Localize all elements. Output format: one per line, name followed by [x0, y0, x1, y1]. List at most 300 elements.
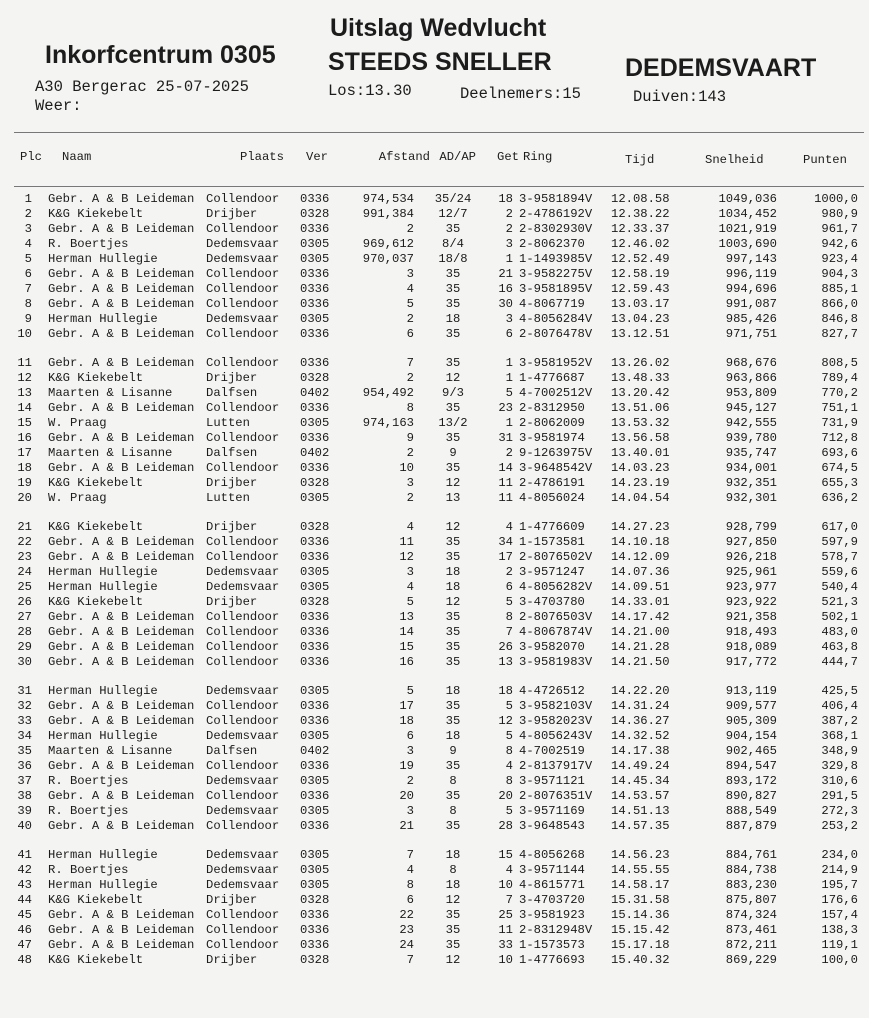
cell-ring: 2-8076351V: [519, 789, 593, 803]
cell-snelheid: 923,922: [725, 595, 777, 609]
cell-afstand: 16: [399, 655, 414, 669]
cell-naam: Gebr. A & B Leideman: [48, 640, 195, 654]
cell-adap: 8: [449, 804, 457, 818]
cell-plaats: Collendoor: [206, 923, 280, 937]
cell-naam: Gebr. A & B Leideman: [48, 714, 195, 728]
cell-plc: 31: [17, 684, 32, 698]
cell-ring: 4-8615771: [519, 878, 585, 892]
cell-punten: 100,0: [821, 953, 858, 967]
cell-snelheid: 1021,919: [718, 222, 777, 236]
cell-tijd: 15.40.32: [611, 953, 670, 967]
cell-naam: Gebr. A & B Leideman: [48, 535, 195, 549]
cell-snelheid: 994,696: [725, 282, 777, 296]
cell-ver: 0328: [300, 371, 330, 385]
cell-snelheid: 875,807: [725, 893, 777, 907]
cell-get: 5: [505, 386, 513, 400]
cell-get: 7: [505, 893, 513, 907]
table-row: [14, 401, 866, 416]
cell-adap: 35: [445, 401, 461, 415]
cell-ver: 0305: [300, 237, 330, 251]
cell-plc: 27: [17, 610, 32, 624]
cell-snelheid: 890,827: [725, 789, 777, 803]
release-time: Los:13.30: [328, 82, 412, 100]
cell-plc: 1: [24, 192, 32, 206]
cell-ver: 0336: [300, 535, 330, 549]
cell-plaats: Dedemsvaar: [206, 565, 280, 579]
cell-punten: 789,4: [821, 371, 858, 385]
cell-afstand: 19: [399, 759, 414, 773]
cell-afstand: 14: [399, 625, 414, 639]
cell-tijd: 13.26.02: [611, 356, 670, 370]
cell-naam: Gebr. A & B Leideman: [48, 625, 195, 639]
cell-ring: 4-4726512: [519, 684, 585, 698]
cell-adap: 12/7: [438, 207, 468, 221]
cell-snelheid: 996,119: [725, 267, 777, 281]
table-row: [14, 863, 866, 878]
cell-plaats: Dedemsvaar: [206, 729, 280, 743]
cell-punten: 885,1: [821, 282, 858, 296]
cell-adap: 35: [445, 819, 461, 833]
cell-get: 18: [498, 684, 513, 698]
cell-punten: 980,9: [821, 207, 858, 221]
cell-plc: 34: [17, 729, 32, 743]
cell-tijd: 13.04.23: [611, 312, 670, 326]
cell-snelheid: 997,143: [725, 252, 777, 266]
cell-snelheid: 884,761: [725, 848, 777, 862]
table-row: [14, 640, 866, 655]
cell-adap: 12: [445, 476, 461, 490]
cell-plaats: Collendoor: [206, 327, 280, 341]
cell-adap: 8: [449, 774, 457, 788]
cell-tijd: 15.31.58: [611, 893, 670, 907]
cell-ring: 1-1573573: [519, 938, 585, 952]
cell-ver: 0305: [300, 848, 330, 862]
cell-plc: 42: [17, 863, 32, 877]
cell-tijd: 14.36.27: [611, 714, 670, 728]
cell-naam: Gebr. A & B Leideman: [48, 297, 195, 311]
cell-ring: 9-1263975V: [519, 446, 593, 460]
cell-ver: 0305: [300, 252, 330, 266]
cell-punten: 942,6: [821, 237, 858, 251]
cell-plaats: Collendoor: [206, 714, 280, 728]
cell-adap: 35: [445, 789, 461, 803]
cell-plaats: Collendoor: [206, 759, 280, 773]
table-row: [14, 699, 866, 714]
cell-plaats: Dedemsvaar: [206, 804, 280, 818]
race-info: A30 Bergerac 25-07-2025: [35, 78, 249, 96]
cell-naam: Gebr. A & B Leideman: [48, 699, 195, 713]
cell-ring: 3-9571121: [519, 774, 585, 788]
cell-plaats: Dedemsvaar: [206, 580, 280, 594]
cell-plaats: Dedemsvaar: [206, 878, 280, 892]
cell-get: 14: [498, 461, 513, 475]
cell-plc: 21: [17, 520, 32, 534]
cell-plc: 24: [17, 565, 32, 579]
cell-naam: Herman Hullegie: [48, 878, 158, 892]
cell-plc: 4: [24, 237, 32, 251]
cell-snelheid: 918,493: [725, 625, 777, 639]
cell-naam: Gebr. A & B Leideman: [48, 819, 195, 833]
cell-adap: 35: [445, 625, 461, 639]
cell-punten: 425,5: [821, 684, 858, 698]
cell-adap: 8: [449, 863, 457, 877]
cell-punten: 923,4: [821, 252, 858, 266]
table-row: [14, 282, 866, 297]
cell-afstand: 13: [399, 610, 414, 624]
cell-adap: 35: [445, 222, 461, 236]
cell-adap: 18: [445, 580, 461, 594]
cell-plc: 26: [17, 595, 32, 609]
cell-plc: 46: [17, 923, 32, 937]
cell-tijd: 14.17.42: [611, 610, 670, 624]
table-row: [14, 714, 866, 729]
cell-afstand: 991,384: [362, 207, 414, 221]
cell-plaats: Collendoor: [206, 356, 280, 370]
cell-get: 12: [498, 714, 513, 728]
cell-afstand: 8: [406, 878, 414, 892]
table-row: [14, 192, 866, 207]
cell-get: 4: [505, 759, 513, 773]
cell-get: 18: [498, 192, 513, 206]
col-tijd: Tijd: [625, 153, 655, 167]
cell-get: 1: [505, 252, 513, 266]
cell-plc: 2: [24, 207, 32, 221]
table-row: [14, 938, 866, 953]
cell-plaats: Collendoor: [206, 789, 280, 803]
cell-get: 13: [498, 655, 513, 669]
cell-ver: 0328: [300, 595, 330, 609]
cell-get: 10: [498, 878, 513, 892]
cell-punten: 483,0: [821, 625, 858, 639]
cell-punten: 291,5: [821, 789, 858, 803]
cell-afstand: 17: [399, 699, 414, 713]
cell-afstand: 4: [406, 580, 414, 594]
cell-adap: 18: [445, 848, 461, 862]
cell-tijd: 14.09.51: [611, 580, 670, 594]
cell-plc: 13: [17, 386, 32, 400]
cell-plaats: Lutten: [206, 416, 250, 430]
cell-afstand: 2: [406, 491, 414, 505]
cell-adap: 12: [445, 371, 461, 385]
cell-punten: 770,2: [821, 386, 858, 400]
cell-adap: 35: [445, 655, 461, 669]
cell-snelheid: 883,230: [725, 878, 777, 892]
cell-naam: Herman Hullegie: [48, 848, 158, 862]
cell-tijd: 14.03.23: [611, 461, 670, 475]
cell-punten: 808,5: [821, 356, 858, 370]
cell-adap: 35: [445, 550, 461, 564]
cell-plaats: Collendoor: [206, 461, 280, 475]
cell-afstand: 6: [406, 327, 414, 341]
cell-adap: 18: [445, 684, 461, 698]
cell-ring: 3-9582103V: [519, 699, 593, 713]
cell-naam: R. Boertjes: [48, 237, 129, 251]
cell-plc: 18: [17, 461, 32, 475]
cell-tijd: 14.21.00: [611, 625, 670, 639]
cell-afstand: 5: [406, 297, 414, 311]
cell-afstand: 7: [406, 953, 414, 967]
cell-naam: Maarten & Lisanne: [48, 386, 173, 400]
table-row: [14, 670, 866, 699]
cell-plaats: Collendoor: [206, 535, 280, 549]
participants-count: Deelnemers:15: [460, 85, 581, 103]
cell-punten: 234,0: [821, 848, 858, 862]
cell-adap: 35: [445, 461, 461, 475]
cell-ver: 0328: [300, 520, 330, 534]
cell-plaats: Collendoor: [206, 431, 280, 445]
cell-ring: 2-8062370: [519, 237, 585, 251]
cell-snelheid: 935,747: [725, 446, 777, 460]
cell-afstand: 2: [406, 774, 414, 788]
cell-get: 2: [505, 207, 513, 221]
cell-get: 5: [505, 804, 513, 818]
cell-ver: 0402: [300, 446, 330, 460]
cell-ver: 0336: [300, 356, 330, 370]
cell-tijd: 12.59.43: [611, 282, 670, 296]
cell-ring: 1-4776693: [519, 953, 585, 967]
cell-snelheid: 934,001: [725, 461, 777, 475]
table-row: [14, 386, 866, 401]
cell-tijd: 14.56.23: [611, 848, 670, 862]
cell-ver: 0336: [300, 550, 330, 564]
cell-snelheid: 925,961: [725, 565, 777, 579]
table-row: [14, 580, 866, 595]
cell-ver: 0336: [300, 192, 330, 206]
cell-get: 17: [498, 550, 513, 564]
cell-plaats: Collendoor: [206, 819, 280, 833]
table-row: [14, 804, 866, 819]
cell-ver: 0402: [300, 744, 330, 758]
cell-plaats: Collendoor: [206, 192, 280, 206]
cell-plc: 36: [17, 759, 32, 773]
table-row: [14, 893, 866, 908]
cell-ver: 0336: [300, 655, 330, 669]
cell-plc: 14: [17, 401, 32, 415]
cell-snelheid: 918,089: [725, 640, 777, 654]
cell-afstand: 3: [406, 804, 414, 818]
cell-ver: 0336: [300, 908, 330, 922]
cell-tijd: 14.33.01: [611, 595, 670, 609]
cell-punten: 214,9: [821, 863, 858, 877]
cell-ver: 0336: [300, 610, 330, 624]
cell-get: 11: [498, 923, 513, 937]
cell-afstand: 2: [406, 312, 414, 326]
cell-snelheid: 893,172: [725, 774, 777, 788]
cell-plc: 7: [24, 282, 32, 296]
cell-plaats: Drijber: [206, 893, 258, 907]
cell-adap: 35: [445, 535, 461, 549]
cell-get: 34: [498, 535, 513, 549]
cell-snelheid: 971,751: [725, 327, 777, 341]
cell-afstand: 974,163: [362, 416, 414, 430]
table-row: [14, 729, 866, 744]
cell-snelheid: 921,358: [725, 610, 777, 624]
table-row: [14, 446, 866, 461]
cell-ring: 2-8076478V: [519, 327, 593, 341]
cell-get: 1: [505, 371, 513, 385]
club-title: STEEDS SNELLER: [328, 48, 552, 76]
cell-get: 10: [498, 953, 513, 967]
cell-afstand: 5: [406, 595, 414, 609]
cell-snelheid: 985,426: [725, 312, 777, 326]
cell-get: 30: [498, 297, 513, 311]
table-row: [14, 222, 866, 237]
cell-punten: 636,2: [821, 491, 858, 505]
cell-ring: 2-4786192V: [519, 207, 593, 221]
cell-naam: Herman Hullegie: [48, 580, 158, 594]
cell-get: 8: [505, 744, 513, 758]
cell-naam: Gebr. A & B Leideman: [48, 222, 195, 236]
table-row: [14, 237, 866, 252]
cell-get: 1: [505, 356, 513, 370]
cell-afstand: 974,534: [362, 192, 414, 206]
cell-naam: Gebr. A & B Leideman: [48, 938, 195, 952]
cell-ver: 0328: [300, 207, 330, 221]
table-row: [14, 595, 866, 610]
cell-plc: 3: [24, 222, 32, 236]
cell-ring: 1-4776609: [519, 520, 585, 534]
cell-snelheid: 928,799: [725, 520, 777, 534]
col-ring: Ring: [523, 150, 553, 164]
cell-ring: 3-9648542V: [519, 461, 593, 475]
table-row: [14, 327, 866, 342]
col-get: Get: [497, 150, 519, 164]
cell-punten: 540,4: [821, 580, 858, 594]
cell-plc: 33: [17, 714, 32, 728]
cell-naam: Gebr. A & B Leideman: [48, 789, 195, 803]
cell-get: 23: [498, 401, 513, 415]
cell-plaats: Dedemsvaar: [206, 774, 280, 788]
cell-afstand: 970,037: [362, 252, 414, 266]
cell-adap: 35: [445, 714, 461, 728]
cell-tijd: 14.21.50: [611, 655, 670, 669]
cell-ver: 0305: [300, 565, 330, 579]
cell-snelheid: 905,309: [725, 714, 777, 728]
cell-punten: 751,1: [821, 401, 858, 415]
table-row: [14, 819, 866, 834]
cell-snelheid: 894,547: [725, 759, 777, 773]
cell-punten: 463,8: [821, 640, 858, 654]
cell-plc: 29: [17, 640, 32, 654]
cell-plc: 37: [17, 774, 32, 788]
cell-adap: 35: [445, 640, 461, 654]
cell-adap: 35: [445, 431, 461, 445]
cell-ver: 0336: [300, 282, 330, 296]
cell-adap: 9/3: [442, 386, 464, 400]
table-row: [14, 550, 866, 565]
cell-afstand: 7: [406, 356, 414, 370]
cell-naam: Maarten & Lisanne: [48, 744, 173, 758]
cell-plc: 45: [17, 908, 32, 922]
cell-get: 8: [505, 774, 513, 788]
cell-adap: 35: [445, 610, 461, 624]
cell-tijd: 14.51.13: [611, 804, 670, 818]
cell-plaats: Dalfsen: [206, 386, 258, 400]
cell-ver: 0328: [300, 476, 330, 490]
cell-adap: 35: [445, 759, 461, 773]
cell-punten: 597,9: [821, 535, 858, 549]
cell-tijd: 12.46.02: [611, 237, 670, 251]
cell-ring: 3-9581983V: [519, 655, 593, 669]
cell-adap: 12: [445, 953, 461, 967]
cell-naam: R. Boertjes: [48, 774, 129, 788]
cell-afstand: 4: [406, 863, 414, 877]
cell-ver: 0336: [300, 327, 330, 341]
cell-naam: K&G Kiekebelt: [48, 893, 144, 907]
table-row: [14, 506, 866, 535]
cell-tijd: 13.53.32: [611, 416, 670, 430]
table-row: [14, 312, 866, 327]
city-name: DEDEMSVAART: [625, 54, 817, 82]
cell-afstand: 23: [399, 923, 414, 937]
cell-naam: W. Praag: [48, 416, 107, 430]
cell-adap: 9: [449, 446, 457, 460]
cell-ver: 0336: [300, 267, 330, 281]
cell-plc: 9: [24, 312, 32, 326]
table-row: [14, 744, 866, 759]
cell-ver: 0336: [300, 297, 330, 311]
cell-afstand: 3: [406, 565, 414, 579]
cell-ver: 0305: [300, 878, 330, 892]
cell-tijd: 14.22.20: [611, 684, 670, 698]
cell-punten: 693,6: [821, 446, 858, 460]
cell-plaats: Collendoor: [206, 610, 280, 624]
cell-naam: K&G Kiekebelt: [48, 476, 144, 490]
cell-get: 28: [498, 819, 513, 833]
cell-tijd: 13.12.51: [611, 327, 670, 341]
cell-get: 6: [505, 327, 513, 341]
cell-plc: 30: [17, 655, 32, 669]
cell-tijd: 13.03.17: [611, 297, 670, 311]
cell-punten: 866,0: [821, 297, 858, 311]
cell-ring: 3-9581923: [519, 908, 585, 922]
cell-get: 1: [505, 416, 513, 430]
cell-ring: 4-8056268: [519, 848, 585, 862]
cell-punten: 119,1: [821, 938, 858, 952]
cell-get: 20: [498, 789, 513, 803]
cell-punten: 387,2: [821, 714, 858, 728]
cell-naam: K&G Kiekebelt: [48, 520, 144, 534]
column-headers: [14, 146, 866, 168]
cell-plaats: Drijber: [206, 953, 258, 967]
cell-tijd: 14.23.19: [611, 476, 670, 490]
col-naam: Naam: [62, 150, 92, 164]
cell-adap: 35: [445, 923, 461, 937]
cell-ring: 2-8076502V: [519, 550, 593, 564]
table-row: [14, 342, 866, 371]
cell-snelheid: 887,879: [725, 819, 777, 833]
cell-ring: 4-7002512V: [519, 386, 593, 400]
cell-punten: 157,4: [821, 908, 858, 922]
cell-adap: 35: [445, 938, 461, 952]
cell-ring: 1-4776687: [519, 371, 585, 385]
cell-get: 31: [498, 431, 513, 445]
cell-snelheid: 909,577: [725, 699, 777, 713]
cell-punten: 827,7: [821, 327, 858, 341]
cell-ver: 0305: [300, 863, 330, 877]
cell-tijd: 14.57.35: [611, 819, 670, 833]
cell-plc: 48: [17, 953, 32, 967]
cell-naam: Gebr. A & B Leideman: [48, 550, 195, 564]
cell-plc: 11: [17, 356, 32, 370]
cell-ver: 0336: [300, 699, 330, 713]
cell-plaats: Collendoor: [206, 699, 280, 713]
cell-afstand: 21: [399, 819, 414, 833]
cell-ver: 0336: [300, 789, 330, 803]
cell-punten: 406,4: [821, 699, 858, 713]
cell-snelheid: 932,351: [725, 476, 777, 490]
cell-punten: 502,1: [821, 610, 858, 624]
